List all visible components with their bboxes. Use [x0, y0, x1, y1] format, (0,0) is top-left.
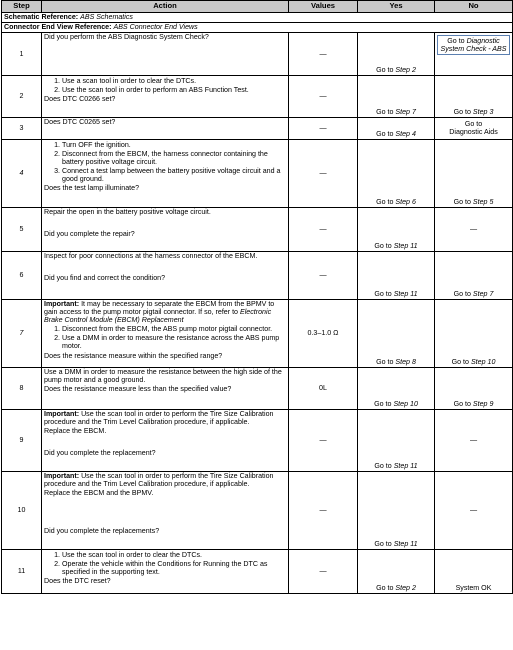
value-cell: —	[289, 208, 358, 252]
step-number: 2	[2, 76, 42, 118]
action-text: Does DTC C0265 set?	[44, 118, 116, 126]
yes-step-link[interactable]: Step 11	[393, 289, 418, 298]
no-step-link[interactable]: Step 7	[472, 289, 494, 298]
yes-cell	[358, 550, 435, 594]
go-to-label: Go to	[376, 357, 394, 366]
connector-reference-row	[2, 23, 513, 33]
action-cell	[42, 410, 289, 472]
ebcm-replacement-link[interactable]: Electronic Brake Control Module (EBCM) Replacement	[44, 308, 272, 325]
yes-step-link[interactable]: Step 11	[393, 539, 418, 548]
no-cell	[435, 76, 513, 118]
diagnostic-table	[1, 0, 513, 594]
header-yes: Yes	[358, 1, 435, 13]
go-to-label: Go to	[453, 289, 471, 298]
header-row	[2, 1, 513, 13]
action-cell	[42, 300, 289, 368]
important-note	[44, 410, 286, 426]
yes-step-link[interactable]: Step 2	[395, 65, 416, 74]
table-row	[2, 472, 513, 550]
action-text: Replace the EBCM and the BPMV.	[44, 489, 154, 498]
step-number: 10	[2, 472, 42, 550]
action-text: Did you perform the ABS Diagnostic System Check?	[44, 33, 209, 41]
value-cell: 0L	[289, 368, 358, 410]
action-text: Use a DMM in order to measure the resistance between the high side of the pump motor and a good ground.	[44, 368, 282, 385]
action-cell	[42, 550, 289, 594]
list-item: 1. Use a scan tool in order to clear the DTCs.	[62, 77, 286, 85]
table-row	[2, 368, 513, 410]
question-text: Did you find and correct the condition?	[44, 274, 166, 283]
action-text: Repair the open in the battery positive voltage circuit.	[44, 208, 211, 216]
yes-cell	[358, 140, 435, 208]
no-cell	[435, 33, 513, 76]
yes-cell	[358, 252, 435, 300]
no-step-link[interactable]: Step 3	[472, 107, 494, 116]
go-to-label: Go to	[376, 583, 394, 592]
no-cell: System OK	[435, 550, 513, 594]
action-cell	[42, 140, 289, 208]
value-cell: —	[289, 118, 358, 140]
action-cell	[42, 252, 289, 300]
diagnostic-check-link[interactable]	[437, 35, 510, 55]
go-to-label: Go to	[464, 119, 483, 128]
action-list	[44, 325, 286, 350]
action-cell	[42, 208, 289, 252]
list-item: 2. Operate the vehicle within the Conditions for Running the DTC as specified in the supporting text.	[62, 560, 286, 576]
go-to-label: Go to	[376, 197, 394, 206]
value-cell: —	[289, 410, 358, 472]
no-step-link[interactable]: Step 5	[472, 197, 494, 206]
go-to-label: Go to	[453, 197, 471, 206]
schematic-reference-label: Schematic Reference:	[4, 13, 79, 22]
no-cell	[435, 118, 513, 140]
note-text: Use the scan tool in order to perform the Tire Size Calibration procedure and the Trim Level Calibration procedure, if applicable.	[44, 472, 274, 489]
no-step-link[interactable]: Step 10	[470, 357, 496, 366]
header-values: Values	[289, 1, 358, 13]
important-note	[44, 300, 286, 324]
action-cell	[42, 76, 289, 118]
table-row	[2, 118, 513, 140]
step-number: 8	[2, 368, 42, 410]
connector-reference-label: Connector End View Reference:	[4, 23, 112, 32]
note-text: It may be necessary to separate the EBCM from the BPMV to gain access to the pump motor pigtail connector. If so, refer to	[44, 300, 275, 317]
action-cell	[42, 368, 289, 410]
list-item: 1. Use the scan tool in order to clear the DTCs.	[62, 551, 286, 559]
question-text: Did you complete the replacement?	[44, 449, 156, 458]
go-to-label: Go to	[374, 241, 392, 250]
important-label: Important:	[44, 410, 80, 418]
go-to-label: Go to	[451, 357, 469, 366]
list-item: 2. Use the scan tool in order to perform an ABS Function Test.	[62, 86, 286, 94]
no-cell	[435, 300, 513, 368]
go-to-label: Go to	[374, 539, 392, 548]
yes-step-link[interactable]: Step 6	[395, 197, 416, 206]
header-no: No	[435, 1, 513, 13]
step-number: 3	[2, 118, 42, 140]
step-number: 1	[2, 33, 42, 76]
important-label: Important:	[44, 300, 80, 308]
table-row	[2, 550, 513, 594]
action-list	[44, 141, 286, 183]
go-to-label: Go to	[376, 65, 394, 74]
note-text: Use the scan tool in order to perform the Tire Size Calibration procedure and the Trim Level Calibration procedure, if applicable.	[44, 410, 274, 427]
yes-cell	[358, 76, 435, 118]
diagnostic-aids-link[interactable]: Diagnostic Aids	[449, 128, 498, 136]
important-note	[44, 472, 286, 488]
table-row	[2, 252, 513, 300]
question-text: Does the resistance measure within the specified range?	[44, 351, 223, 360]
schematic-reference	[2, 13, 513, 23]
table-row	[2, 208, 513, 252]
yes-step-link[interactable]: Step 7	[395, 107, 416, 116]
action-list	[44, 77, 286, 94]
value-cell: —	[289, 550, 358, 594]
yes-cell	[358, 368, 435, 410]
step-number: 7	[2, 300, 42, 368]
question-text: Does DTC C0266 set?	[44, 95, 116, 104]
value-cell: —	[289, 76, 358, 118]
go-to-label: Go to	[376, 107, 394, 116]
yes-cell	[358, 33, 435, 76]
go-to-label: Go to	[374, 399, 392, 408]
header-action: Action	[42, 1, 289, 13]
link-text: Diagnostic System Check - ABS	[440, 37, 507, 53]
list-item: 1. Turn OFF the ignition.	[62, 141, 286, 149]
yes-cell	[358, 410, 435, 472]
yes-cell	[358, 118, 435, 140]
go-to-label: Go to	[453, 399, 471, 408]
yes-step-link[interactable]: Step 2	[395, 583, 416, 592]
value-cell: —	[289, 140, 358, 208]
schematic-reference-link[interactable]: ABS Schematics	[80, 13, 133, 22]
action-text: Inspect for poor connections at the harness connector of the EBCM.	[44, 252, 258, 260]
table-row	[2, 140, 513, 208]
value-cell: 0.3–1.0 Ω	[289, 300, 358, 368]
list-item: 3. Connect a test lamp between the battery positive voltage circuit and a good ground.	[62, 167, 286, 183]
value-cell: —	[289, 33, 358, 76]
list-item: 2. Disconnect from the EBCM, the harness connector containing the battery positive voltage circuit.	[62, 150, 286, 166]
table-row	[2, 410, 513, 472]
header-step: Step	[2, 1, 42, 13]
value-cell: —	[289, 252, 358, 300]
table-row	[2, 300, 513, 368]
no-cell: —	[435, 208, 513, 252]
step-number: 6	[2, 252, 42, 300]
connector-reference-link[interactable]: ABS Connector End Views	[113, 23, 198, 32]
action-text: Replace the EBCM.	[44, 427, 107, 436]
action-cell	[42, 33, 289, 76]
no-cell	[435, 140, 513, 208]
table-row	[2, 76, 513, 118]
action-list	[44, 551, 286, 576]
table-row	[2, 33, 513, 76]
connector-reference	[2, 23, 513, 33]
yes-cell	[358, 300, 435, 368]
yes-step-link[interactable]: Step 10	[393, 399, 418, 408]
go-to-label: Go to	[453, 107, 471, 116]
question-text: Does the test lamp illuminate?	[44, 184, 140, 193]
yes-step-link[interactable]: Step 4	[395, 129, 416, 138]
step-number: 9	[2, 410, 42, 472]
yes-cell	[358, 472, 435, 550]
no-cell	[435, 252, 513, 300]
important-label: Important:	[44, 472, 80, 480]
list-item: 2. Use a DMM in order to measure the resistance across the ABS pump motor.	[62, 334, 286, 350]
step-number: 4	[2, 140, 42, 208]
step-number: 5	[2, 208, 42, 252]
question-text: Did you complete the replacements?	[44, 527, 160, 536]
no-step-link[interactable]: Step 9	[472, 399, 494, 408]
schematic-reference-row	[2, 13, 513, 23]
question-text: Does the DTC reset?	[44, 577, 111, 586]
yes-step-link[interactable]: Step 8	[395, 357, 416, 366]
yes-cell	[358, 208, 435, 252]
question-text: Did you complete the repair?	[44, 230, 135, 239]
question-text: Does the resistance measure less than the specified value?	[44, 385, 232, 394]
no-cell: —	[435, 410, 513, 472]
step-number: 11	[2, 550, 42, 594]
go-to-label: Go to	[447, 37, 465, 45]
action-cell	[42, 118, 289, 140]
go-to-label: Go to	[376, 129, 394, 138]
yes-step-link[interactable]: Step 11	[393, 241, 418, 250]
no-cell: —	[435, 472, 513, 550]
list-item: 1. Disconnect from the EBCM, the ABS pump motor pigtail connector.	[62, 325, 286, 333]
value-cell: —	[289, 472, 358, 550]
action-cell	[42, 472, 289, 550]
no-cell	[435, 368, 513, 410]
yes-step-link[interactable]: Step 11	[393, 461, 418, 470]
go-to-label: Go to	[374, 461, 392, 470]
go-to-label: Go to	[374, 289, 392, 298]
